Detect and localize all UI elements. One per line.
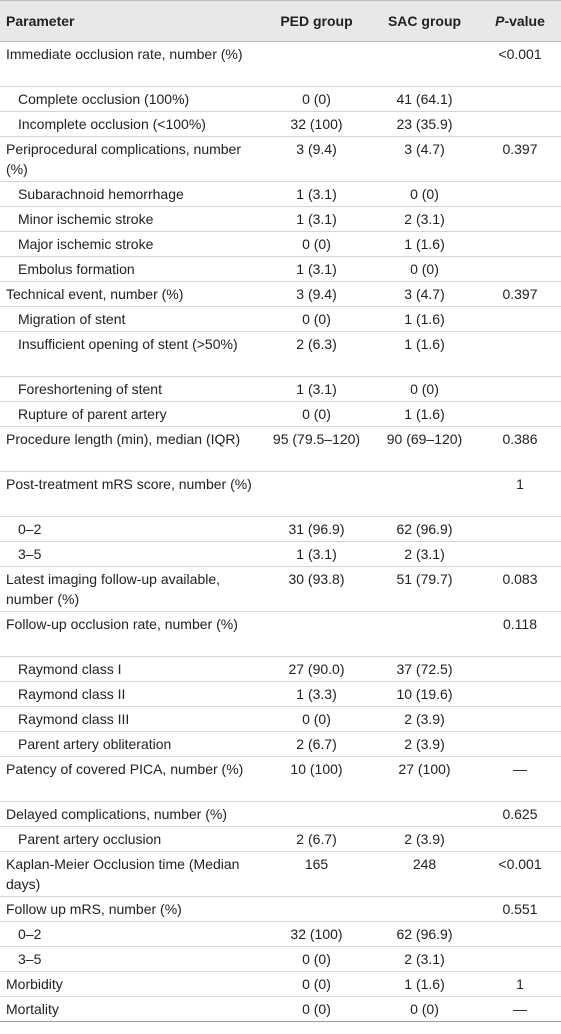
row-ped-cell: 1 (3.1): [296, 546, 337, 562]
row-p-value-cell: [479, 307, 561, 332]
row-parameter-cell: Embolus formation: [18, 261, 135, 277]
row-ped-cell: 1 (3.3): [296, 686, 337, 702]
row-p-value-cell: [479, 207, 561, 232]
row-sac-cell: 2 (3.1): [404, 211, 445, 227]
table-row: [0, 567, 561, 612]
row-ped-cell: [263, 802, 370, 827]
row-p-value-cell: [479, 517, 561, 542]
row-p-value-cell: 0.551: [502, 901, 538, 917]
header-row: [0, 1, 561, 42]
row-p-value-cell: [479, 947, 561, 972]
row-p-value-cell: [479, 402, 561, 427]
row-ped-cell: 10 (100): [290, 761, 343, 777]
row-parameter-cell: Patency of covered PICA, number (%): [6, 761, 244, 777]
row-sac-cell: 2 (3.9): [404, 831, 445, 847]
row-parameter-cell: Major ischemic stroke: [18, 236, 154, 252]
row-ped-cell: 0 (0): [302, 711, 331, 727]
table-row: [0, 207, 561, 232]
row-ped-cell: [263, 42, 370, 87]
row-sac-cell: 248: [412, 856, 437, 872]
row-p-value-cell: [479, 707, 561, 732]
row-sac-cell: 0 (0): [410, 1001, 439, 1017]
table-row: [0, 947, 561, 972]
row-ped-cell: 2 (6.3): [296, 336, 337, 352]
row-sac-cell: 51 (79.7): [396, 571, 453, 587]
row-p-value-cell: [479, 657, 561, 682]
row-sac-cell: 2 (3.9): [404, 711, 445, 727]
header-p-suffix: -value: [504, 13, 545, 29]
table-row: [0, 707, 561, 732]
row-p-value-cell: 1: [516, 976, 524, 992]
row-sac-cell: 0 (0): [410, 381, 439, 397]
row-ped-cell: 2 (6.7): [296, 831, 337, 847]
row-sac-cell: 62 (96.9): [396, 926, 453, 942]
table-row: [0, 307, 561, 332]
table-header: [0, 1, 561, 42]
table-row: [0, 802, 561, 827]
row-sac-cell: 1 (1.6): [404, 406, 445, 422]
row-parameter-cell: Complete occlusion (100%): [18, 91, 190, 107]
table-row: [0, 137, 561, 182]
table-row: [0, 732, 561, 757]
row-sac-cell: 1 (1.6): [404, 336, 445, 352]
row-ped-cell: 1 (3.1): [296, 261, 337, 277]
row-p-value-cell: 0.625: [502, 806, 538, 822]
row-sac-cell: [370, 42, 479, 87]
row-sac-cell: 0 (0): [410, 186, 439, 202]
row-parameter-cell: 0–2: [18, 926, 42, 942]
row-sac-cell: 3 (4.7): [404, 286, 445, 302]
row-sac-cell: 0 (0): [410, 261, 439, 277]
table-row: [0, 42, 561, 87]
row-ped-cell: 0 (0): [302, 406, 331, 422]
row-parameter-cell: Post-treatment mRS score, number (%): [6, 476, 252, 492]
row-p-value-cell: [479, 112, 561, 137]
row-sac-cell: 90 (69–120): [386, 431, 463, 447]
table-row: [0, 377, 561, 402]
row-sac-cell: 2 (3.1): [404, 951, 445, 967]
row-ped-cell: 27 (90.0): [288, 661, 345, 677]
row-parameter-cell: Subarachnoid hemorrhage: [18, 186, 184, 202]
row-p-value-cell: 0.083: [502, 571, 538, 587]
row-ped-cell: [263, 897, 370, 922]
row-p-value-cell: 0.118: [503, 616, 537, 632]
row-parameter-cell: Insufficient opening of stent (>50%): [18, 336, 238, 352]
row-parameter-cell: Morbidity: [6, 976, 63, 992]
row-p-value-cell: [479, 377, 561, 402]
header-ped-group: PED group: [263, 1, 370, 42]
row-p-value-cell: [479, 827, 561, 852]
row-p-value-cell: 0.386: [502, 431, 538, 447]
row-p-value-cell: [479, 732, 561, 757]
row-parameter-cell: Rupture of parent artery: [18, 406, 167, 422]
row-ped-cell: 1 (3.1): [296, 381, 337, 397]
row-ped-cell: 165: [304, 856, 329, 872]
table-row: [0, 682, 561, 707]
row-sac-cell: [370, 897, 479, 922]
row-parameter-cell: 3–5: [18, 951, 42, 967]
row-ped-cell: 3 (9.4): [296, 286, 337, 302]
header-p-letter: P: [495, 13, 505, 29]
row-parameter-cell: Immediate occlusion rate, number (%): [6, 46, 243, 62]
table-row: [0, 87, 561, 112]
table-row: [0, 427, 561, 472]
table-row: [0, 612, 561, 657]
row-ped-cell: 0 (0): [302, 976, 331, 992]
row-parameter-cell: Raymond class III: [18, 711, 130, 727]
table-row: [0, 972, 561, 997]
row-ped-cell: 30 (93.8): [288, 571, 345, 587]
table-row: [0, 997, 561, 1022]
row-p-value-cell: [479, 87, 561, 112]
row-p-value-cell: —: [513, 761, 527, 777]
row-sac-cell: 1 (1.6): [404, 311, 445, 327]
row-p-value-cell: [479, 682, 561, 707]
row-p-value-cell: 0.397: [502, 141, 538, 157]
row-parameter-cell: Parent artery occlusion: [18, 831, 162, 847]
row-parameter-cell: Follow-up occlusion rate, number (%): [6, 616, 238, 632]
row-ped-cell: 0 (0): [302, 1001, 331, 1017]
table-row: [0, 257, 561, 282]
row-sac-cell: 1 (1.6): [404, 236, 445, 252]
row-ped-cell: 1 (3.1): [296, 211, 337, 227]
row-parameter-cell: Latest imaging follow-up available, number (%): [6, 571, 221, 607]
row-ped-cell: 0 (0): [302, 236, 331, 252]
table-row: [0, 517, 561, 542]
row-sac-cell: 62 (96.9): [396, 521, 453, 537]
row-ped-cell: 31 (96.9): [288, 521, 345, 537]
row-parameter-cell: 0–2: [18, 521, 42, 537]
row-p-value-cell: [479, 542, 561, 567]
row-sac-cell: [370, 802, 479, 827]
row-ped-cell: [263, 472, 370, 517]
table-row: [0, 472, 561, 517]
row-sac-cell: 10 (19.6): [396, 686, 453, 702]
table-body: [0, 42, 561, 1022]
row-parameter-cell: Migration of stent: [18, 311, 126, 327]
row-ped-cell: [263, 612, 370, 657]
row-parameter-cell: Foreshortening of stent: [18, 381, 162, 397]
table-row: [0, 852, 561, 897]
row-parameter-cell: Periprocedural complications, number (%): [6, 141, 241, 177]
row-ped-cell: 0 (0): [302, 311, 331, 327]
row-ped-cell: 95 (79.5–120): [272, 431, 361, 447]
row-ped-cell: 3 (9.4): [296, 141, 337, 157]
header-parameter: Parameter: [0, 1, 263, 42]
table-row: [0, 402, 561, 427]
row-parameter-cell: Minor ischemic stroke: [18, 211, 154, 227]
row-ped-cell: 2 (6.7): [296, 736, 337, 752]
row-p-value-cell: <0.001: [498, 46, 542, 62]
row-parameter-cell: Mortality: [6, 1001, 59, 1017]
row-sac-cell: [370, 472, 479, 517]
row-parameter-cell: Incomplete occlusion (<100%): [18, 116, 206, 132]
row-parameter-cell: Technical event, number (%): [6, 286, 184, 302]
row-p-value-cell: —: [513, 1001, 527, 1017]
row-parameter-cell: Procedure length (min), median (IQR): [6, 431, 241, 447]
table-row: [0, 182, 561, 207]
table-row: [0, 757, 561, 802]
table-row: [0, 232, 561, 257]
row-ped-cell: 0 (0): [302, 91, 331, 107]
row-parameter-cell: Delayed complications, number (%): [6, 806, 227, 822]
header-sac-group: SAC group: [370, 1, 479, 42]
header-p-value: [479, 1, 561, 42]
table-row: [0, 922, 561, 947]
row-p-value-cell: [479, 332, 561, 377]
table-row: [0, 282, 561, 307]
row-p-value-cell: 1: [516, 476, 524, 492]
row-p-value-cell: [479, 182, 561, 207]
row-parameter-cell: Raymond class I: [18, 661, 122, 677]
row-parameter-cell: 3–5: [18, 546, 42, 562]
row-sac-cell: 3 (4.7): [404, 141, 445, 157]
row-sac-cell: [370, 612, 479, 657]
row-parameter-cell: Raymond class II: [18, 686, 126, 702]
row-parameter-cell: Parent artery obliteration: [18, 736, 172, 752]
row-ped-cell: 0 (0): [302, 951, 331, 967]
row-ped-cell: 1 (3.1): [296, 186, 337, 202]
row-sac-cell: 37 (72.5): [396, 661, 453, 677]
row-p-value-cell: [479, 257, 561, 282]
row-sac-cell: 41 (64.1): [396, 91, 453, 107]
table-row: [0, 332, 561, 377]
row-p-value-cell: <0.001: [498, 856, 542, 872]
table-row: [0, 897, 561, 922]
row-ped-cell: 32 (100): [290, 926, 343, 942]
row-p-value-cell: [479, 922, 561, 947]
row-p-value-cell: [479, 232, 561, 257]
row-sac-cell: 2 (3.9): [404, 736, 445, 752]
table-row: [0, 827, 561, 852]
table-row: [0, 112, 561, 137]
table-row: [0, 542, 561, 567]
row-sac-cell: 23 (35.9): [396, 116, 453, 132]
row-sac-cell: 1 (1.6): [404, 976, 445, 992]
row-sac-cell: 2 (3.1): [404, 546, 445, 562]
row-p-value-cell: 0.397: [502, 286, 538, 302]
row-ped-cell: 32 (100): [290, 116, 343, 132]
row-parameter-cell: Follow up mRS, number (%): [6, 901, 182, 917]
table-row: [0, 657, 561, 682]
row-sac-cell: 27 (100): [398, 761, 451, 777]
row-parameter-cell: Kaplan-Meier Occlusion time (Median days): [6, 856, 240, 892]
